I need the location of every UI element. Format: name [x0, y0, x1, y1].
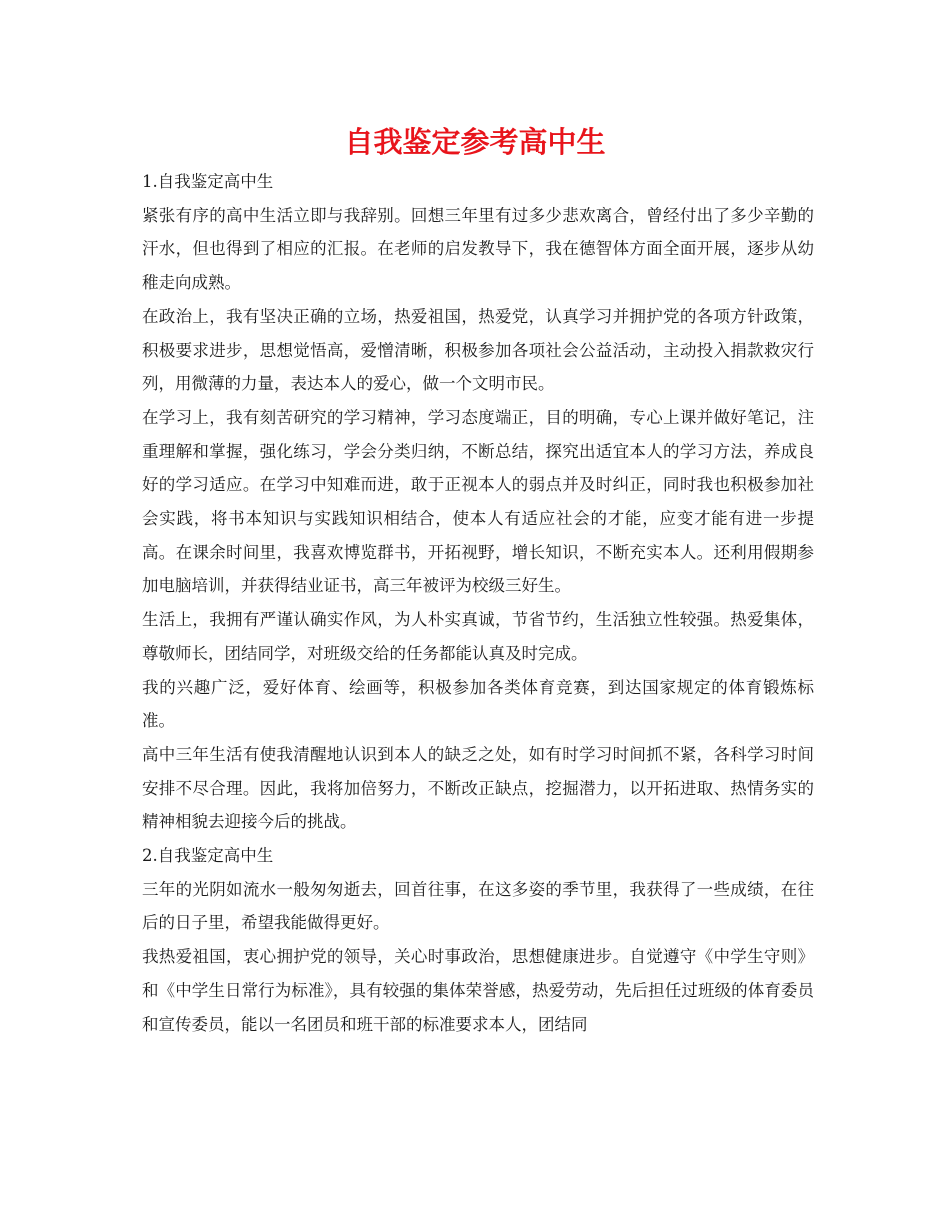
document-title: 自我鉴定参考高中生: [344, 125, 606, 159]
paragraph: 紧张有序的高中生活立即与我辞别。回想三年里有过多少悲欢离合，曾经付出了多少辛勤的汗水，但也得到了相应的汇报。在老师的启发教导下，我在德智体方面全面开展，逐步从幼稚走向成熟。: [142, 205, 814, 293]
paragraph: 三年的光阴如流水一般匆匆逝去，回首往事，在这多姿的季节里，我获得了一些成绩，在往后的日子里，希望我能做得更好。: [142, 879, 814, 933]
paragraph: 在学习上，我有刻苦研究的学习精神，学习态度端正，目的明确，专心上课并做好笔记，注重理解和掌握，强化练习，学会分类归纳，不断总结，探究出适宜本人的学习方法，养成良好的学习适应。在学习中知难而进，敢于正视本人的弱点并及时纠正，同时我也积极参加社会实践，将书本知识与实践知识相结合，使本人有适应社会的才能，应变才能有进一步提高。在课余时间里，我喜欢博览群书，开拓视野，增长知识，不断充实本人。还利用假期参加电脑培训，并获得结业证书，高三年被评为校级三好生。: [142, 407, 814, 596]
section-heading: 1.自我鉴定高中生: [142, 172, 274, 191]
document-body: [142, 165, 814, 1041]
paragraph: 在政治上，我有坚决正确的立场，热爱祖国，热爱党，认真学习并拥护党的各项方针政策，积极要求进步，思想觉悟高，爱憎清晰，积极参加各项社会公益活动，主动投入捐款救灾行列，用微薄的力量，表达本人的爱心，做一个文明市民。: [142, 306, 814, 394]
section-heading: 2.自我鉴定高中生: [142, 846, 274, 866]
paragraph: 生活上，我拥有严谨认确实作风，为人朴实真诚，节省节约，生活独立性较强。热爱集体，尊敬师长，团结同学，对班级交给的任务都能认真及时完成。: [142, 610, 814, 663]
paragraph: 我的兴趣广泛，爱好体育、绘画等，积极参加各类体育竞赛，到达国家规定的体育锻炼标准。: [142, 677, 814, 731]
paragraph: 我热爱祖国，衷心拥护党的领导，关心时事政治，思想健康进步。自觉遵守《中学生守则》和《中学生日常行为标准》，具有较强的集体荣誉感，热爱劳动，先后担任过班级的体育委员和宣传委员，能以一名团员和班干部的标准要求本人，团结同: [142, 947, 814, 1034]
paragraph: 高中三年生活有使我清醒地认识到本人的缺乏之处，如有时学习时间抓不紧，各科学习时间安排不尽合理。因此，我将加倍努力，不断改正缺点，挖掘潜力，以开拓进取、热情务实的精神相貌去迎接今后的挑战。: [142, 744, 814, 832]
